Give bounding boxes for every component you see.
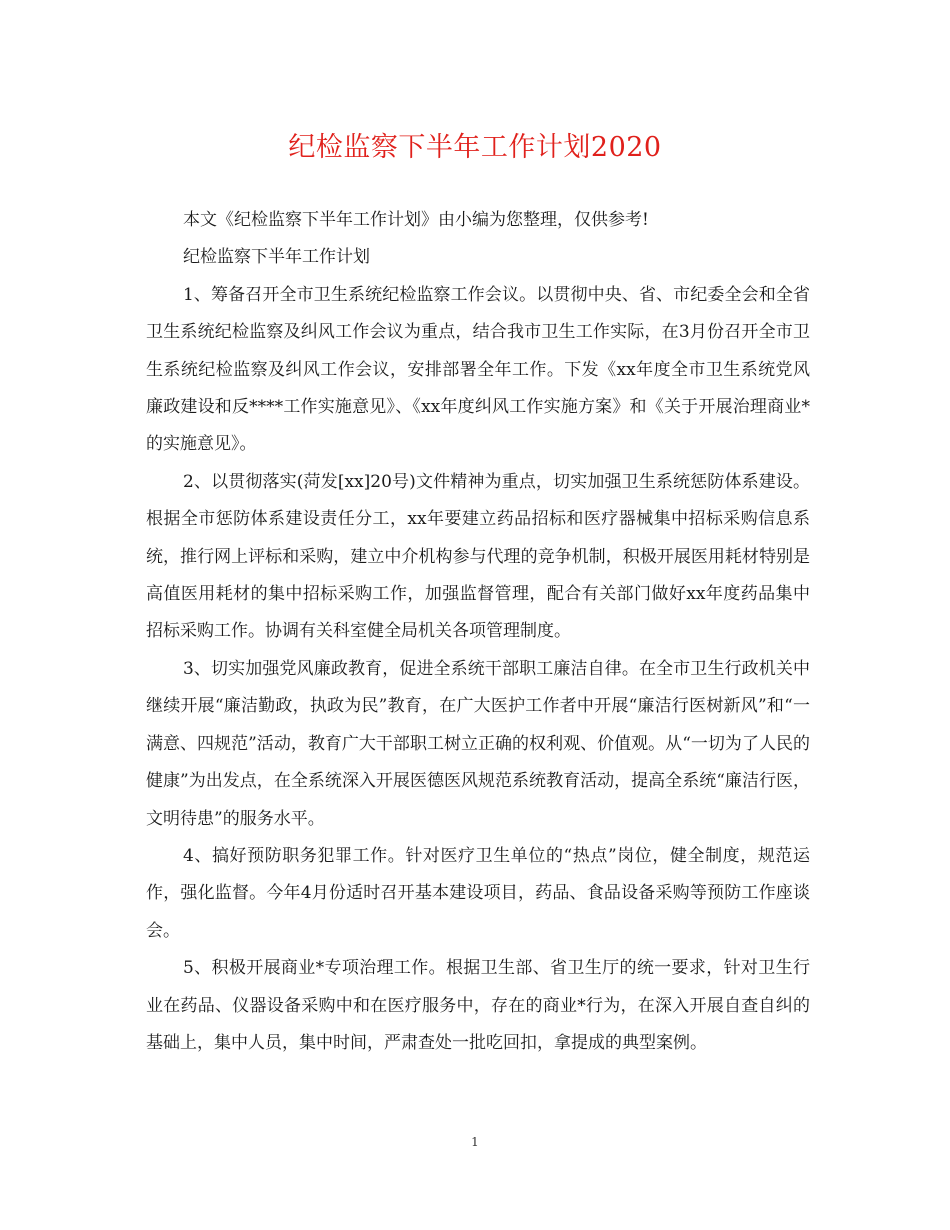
subtitle-paragraph: 纪检监察下半年工作计划 (183, 247, 370, 268)
item-1-paragraph: 1、筹备召开全市卫生系统纪检监察工作会议。以贯彻中央、省、市纪委全会和全省卫生系统纪检监察及纠风工作会议为重点，结合我市卫生工作实际，在3月份召开全市卫生系统纪检监察及纠风工作会议，安排部署全年工作。下发《xx年度全市卫生系统党风廉政建设和反****工作实施意见》、《xx年度纠风工作实施方案》和《关于开展治理商业*的实施意见》。 (146, 284, 810, 455)
page-number: 1 (471, 1135, 479, 1149)
document-title: 纪检监察下半年工作计划2020 (288, 132, 662, 163)
item-2-paragraph: 2、以贯彻落实(菏发[xx]20号)文件精神为重点，切实加强卫生系统惩防体系建设。根据全市惩防体系建设责任分工，xx年要建立药品招标和医疗器械集中招标采购信息系统，推行网上评标和采购，建立中介机构参与代理的竞争机制，积极开展医用耗材特别是高值医用耗材的集中招标采购工作，加强监督管理，配合有关部门做好xx年度药品集中招标采购工作。协调有关科室健全局机关各项管理制度。 (146, 471, 810, 642)
item-4-paragraph: 4、搞好预防职务犯罪工作。针对医疗卫生单位的“热点”岗位，健全制度，规范运作，强化监督。今年4月份适时召开基本建设项目，药品、食品设备采购等预防工作座谈会。 (146, 845, 810, 941)
document-body (146, 202, 810, 1062)
intro-paragraph: 本文《纪检监察下半年工作计划》由小编为您整理，仅供参考! (183, 210, 649, 230)
item-3-paragraph: 3、切实加强党风廉政教育，促进全系统干部职工廉洁自律。在全市卫生行政机关中继续开展“廉洁勤政，执政为民”教育，在广大医护工作者中开展“廉洁行医树新风”和“一满意、四规范”活动，教育广大干部职工树立正确的权利观、价值观。从“一切为了人民的健康”为出发点，在全系统深入开展医德医风规范系统教育活动，提高全系统“廉洁行医，文明待患”的服务水平。 (146, 658, 810, 829)
item-5-paragraph: 5、积极开展商业*专项治理工作。根据卫生部、省卫生厅的统一要求，针对卫生行业在药品、仪器设备采购中和在医疗服务中，存在的商业*行为，在深入开展自查自纠的基础上，集中人员，集中时间，严肃查处一批吃回扣，拿提成的典型案例。 (146, 958, 810, 1053)
